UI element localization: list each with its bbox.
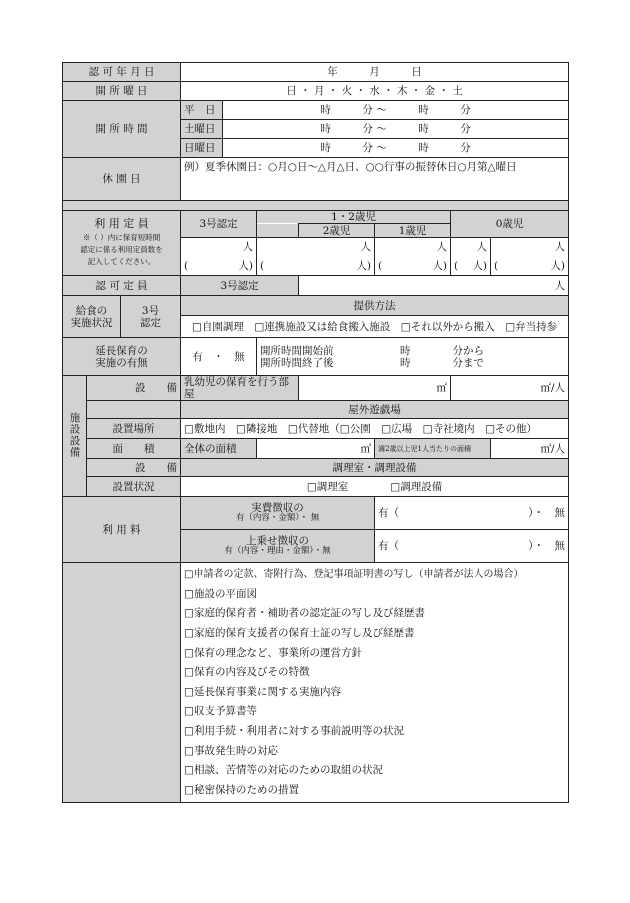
approved-capacity-field[interactable]: 人 <box>299 276 569 296</box>
capacity-age1-label: 1歳児 <box>375 224 451 238</box>
kitchen-equip-label: 設 備 <box>87 459 181 477</box>
facility-label-cell <box>63 376 87 497</box>
weekday-hours-field[interactable]: 時 分 ～ 時 分 <box>223 101 569 120</box>
meal-method-label: 提供方法 <box>181 296 569 316</box>
attachments-label-cell <box>63 563 181 803</box>
capacity-age2-field[interactable]: 人 <box>375 238 451 257</box>
extended-end-field[interactable]: 時 分まで <box>400 356 485 369</box>
doc-item[interactable]: □施設の平面図 <box>184 587 257 600</box>
actual-fee-field[interactable] <box>375 497 569 530</box>
extended-start-field[interactable]: 時 分から <box>400 344 485 357</box>
approved-capacity-label: 認 可 定 員 <box>63 276 181 296</box>
sunday-hours-field[interactable]: 時 分 ～ 時 分 <box>223 139 569 158</box>
capacity-note-1: ※（ ）内に保育短時間 <box>82 233 161 243</box>
doc-item[interactable]: □利用手続・利用者に対する事前説明等の状況 <box>184 724 404 737</box>
meal-label-2: 実施状況 <box>70 316 113 329</box>
capacity-note-3: 記入してください。 <box>87 257 156 267</box>
kitchen-label: 調理室・調理設備 <box>181 459 569 477</box>
extended-end-label: 開所時間終了後 <box>260 356 334 369</box>
approval-date-label: 認 可 年 月 日 <box>63 63 181 82</box>
room-area-per-field[interactable]: ㎡/人 <box>451 376 569 401</box>
facility-label: 施設設備 <box>68 411 81 458</box>
capacity-age2-label: 2歳児 <box>299 224 375 238</box>
capacity-cert3-short[interactable]: ( 人) <box>181 257 257 276</box>
capacity-age12-short[interactable]: ( 人) <box>257 257 375 276</box>
place-options[interactable]: □敷地内 □隣接地 □代替地（□公園 □広場 □寺社境内 □その他） <box>181 419 569 439</box>
extended-times[interactable] <box>257 338 569 376</box>
kitchen-options[interactable]: □調理室 □調理設備 <box>181 477 569 497</box>
place-label: 設置場所 <box>87 419 181 439</box>
per-child-area-label: 満2歳以上児1人当たりの面積 <box>375 439 491 459</box>
open-days-label: 開 所 曜 日 <box>63 82 181 101</box>
saturday-label: 土曜日 <box>181 120 223 139</box>
doc-item[interactable]: □収支予算書等 <box>184 705 257 718</box>
extended-label-2: 実施の有無 <box>95 356 148 369</box>
total-area-label: 全体の面積 <box>181 439 257 459</box>
capacity-cert3-label: 3号認定 <box>181 211 257 238</box>
room-area-field[interactable]: ㎡ <box>299 376 451 401</box>
capacity-age0-short[interactable]: ( 人) <box>491 257 569 276</box>
actual-fee-no: ）・ 無 <box>528 507 566 520</box>
doc-item[interactable]: □保育の理念など、事業所の運営方針 <box>184 646 362 659</box>
area-label: 面 積 <box>87 439 181 459</box>
doc-item[interactable]: □事故発生時の対応 <box>184 744 278 757</box>
capacity-age0-label: 0歳児 <box>451 211 569 238</box>
facility-equip-label: 設 備 <box>87 376 181 401</box>
closed-days-label: 休 園 日 <box>63 158 181 201</box>
doc-item[interactable]: □延長保育事業に関する実施内容 <box>184 685 341 698</box>
fees-label: 利 用 料 <box>63 497 181 563</box>
attachments-list[interactable] <box>181 563 569 803</box>
capacity-label-cell <box>63 211 181 276</box>
capacity-cert3-field[interactable]: 人 <box>181 238 257 257</box>
meal-cat-2: 認定 <box>140 316 162 329</box>
actual-fee-label-1: 実費徴収の <box>251 502 304 515</box>
doc-item[interactable]: □家庭的保育支援者の保育士証の写し及び経歴書 <box>184 626 415 639</box>
actual-fee-yes: 有（ <box>378 507 400 520</box>
extra-fee-field[interactable] <box>375 530 569 563</box>
saturday-hours-field[interactable]: 時 分 ～ 時 分 <box>223 120 569 139</box>
capacity-age1-field[interactable]: 人 <box>451 238 491 257</box>
meal-label-1: 給食の <box>75 304 108 317</box>
capacity-label: 利 用 定 員 <box>94 216 149 230</box>
doc-item[interactable]: □家庭的保育者・補助者の認定証の写し及び経歴書 <box>184 607 425 620</box>
sunday-label: 日曜日 <box>181 139 223 158</box>
approved-cert3-label: 3号認定 <box>181 276 299 296</box>
extended-choice[interactable]: 有 ・ 無 <box>181 338 257 376</box>
extra-fee-label-1: 上乗せ徴収の <box>246 535 310 548</box>
approval-date-field[interactable]: 年 月 日 <box>181 63 569 82</box>
total-area-field[interactable]: ㎡ <box>257 439 375 459</box>
extra-fee-label-2: 有（内容・理由・金額）・無 <box>224 546 331 557</box>
doc-item[interactable]: □秘密保持のための措置 <box>184 783 299 796</box>
actual-fee-label-2: 有（内容・金額）・ 無 <box>235 513 320 524</box>
separator-row <box>63 201 569 211</box>
capacity-age12-field[interactable]: 人 <box>257 238 375 257</box>
capacity-age1-short[interactable]: ( 人) <box>451 257 491 276</box>
extended-label-cell <box>63 338 181 376</box>
extra-fee-no: ）・ 無 <box>528 540 566 553</box>
capacity-note-2: 認定に係る利用定員数を <box>80 245 163 255</box>
extra-fee-yes: 有（ <box>378 540 400 553</box>
doc-item[interactable]: □相談、苦情等の対応のための取組の状況 <box>184 764 383 777</box>
extended-label-1: 延長保育の <box>95 344 148 357</box>
weekday-label: 平 日 <box>181 101 223 120</box>
extended-start-label: 開所時間開始前 <box>260 344 334 357</box>
room-label: 乳幼児の保育を行う部屋 <box>181 376 299 401</box>
doc-item[interactable]: □保育の内容及びその特徴 <box>184 666 310 679</box>
capacity-age0-field[interactable]: 人 <box>491 238 569 257</box>
actual-fee-label-cell <box>181 497 375 530</box>
closed-days-field[interactable]: 例）夏季休園日：○月○日～△月△日、○○行事の振替休日○月第△曜日 <box>181 158 569 201</box>
meal-method-options[interactable]: □自園調理 □連携施設又は給食搬入施設 □それ以外から搬入 □弁当持参 <box>181 316 569 338</box>
extra-fee-label-cell <box>181 530 375 563</box>
per-child-area-field[interactable]: ㎡/人 <box>491 439 569 459</box>
doc-item[interactable]: □申請者の定款、寄附行為、登記事項証明書の写し（申請者が法人の場合） <box>184 569 524 581</box>
status-label: 設置状況 <box>87 477 181 497</box>
meal-label-cell <box>63 296 121 338</box>
capacity-age12-label: 1・2歳児 <box>257 211 451 224</box>
meal-cat-cell <box>121 296 181 338</box>
application-form <box>62 62 569 803</box>
open-hours-label: 開 所 時 間 <box>63 101 181 158</box>
meal-cat-1: 3号 <box>141 304 160 317</box>
capacity-age2-short[interactable]: ( 人) <box>375 257 451 276</box>
outdoor-label: 屋外遊戯場 <box>181 401 569 419</box>
open-days-field[interactable]: 日 ・ 月 ・ 火 ・ 水 ・ 木 ・ 金 ・ 土 <box>181 82 569 101</box>
